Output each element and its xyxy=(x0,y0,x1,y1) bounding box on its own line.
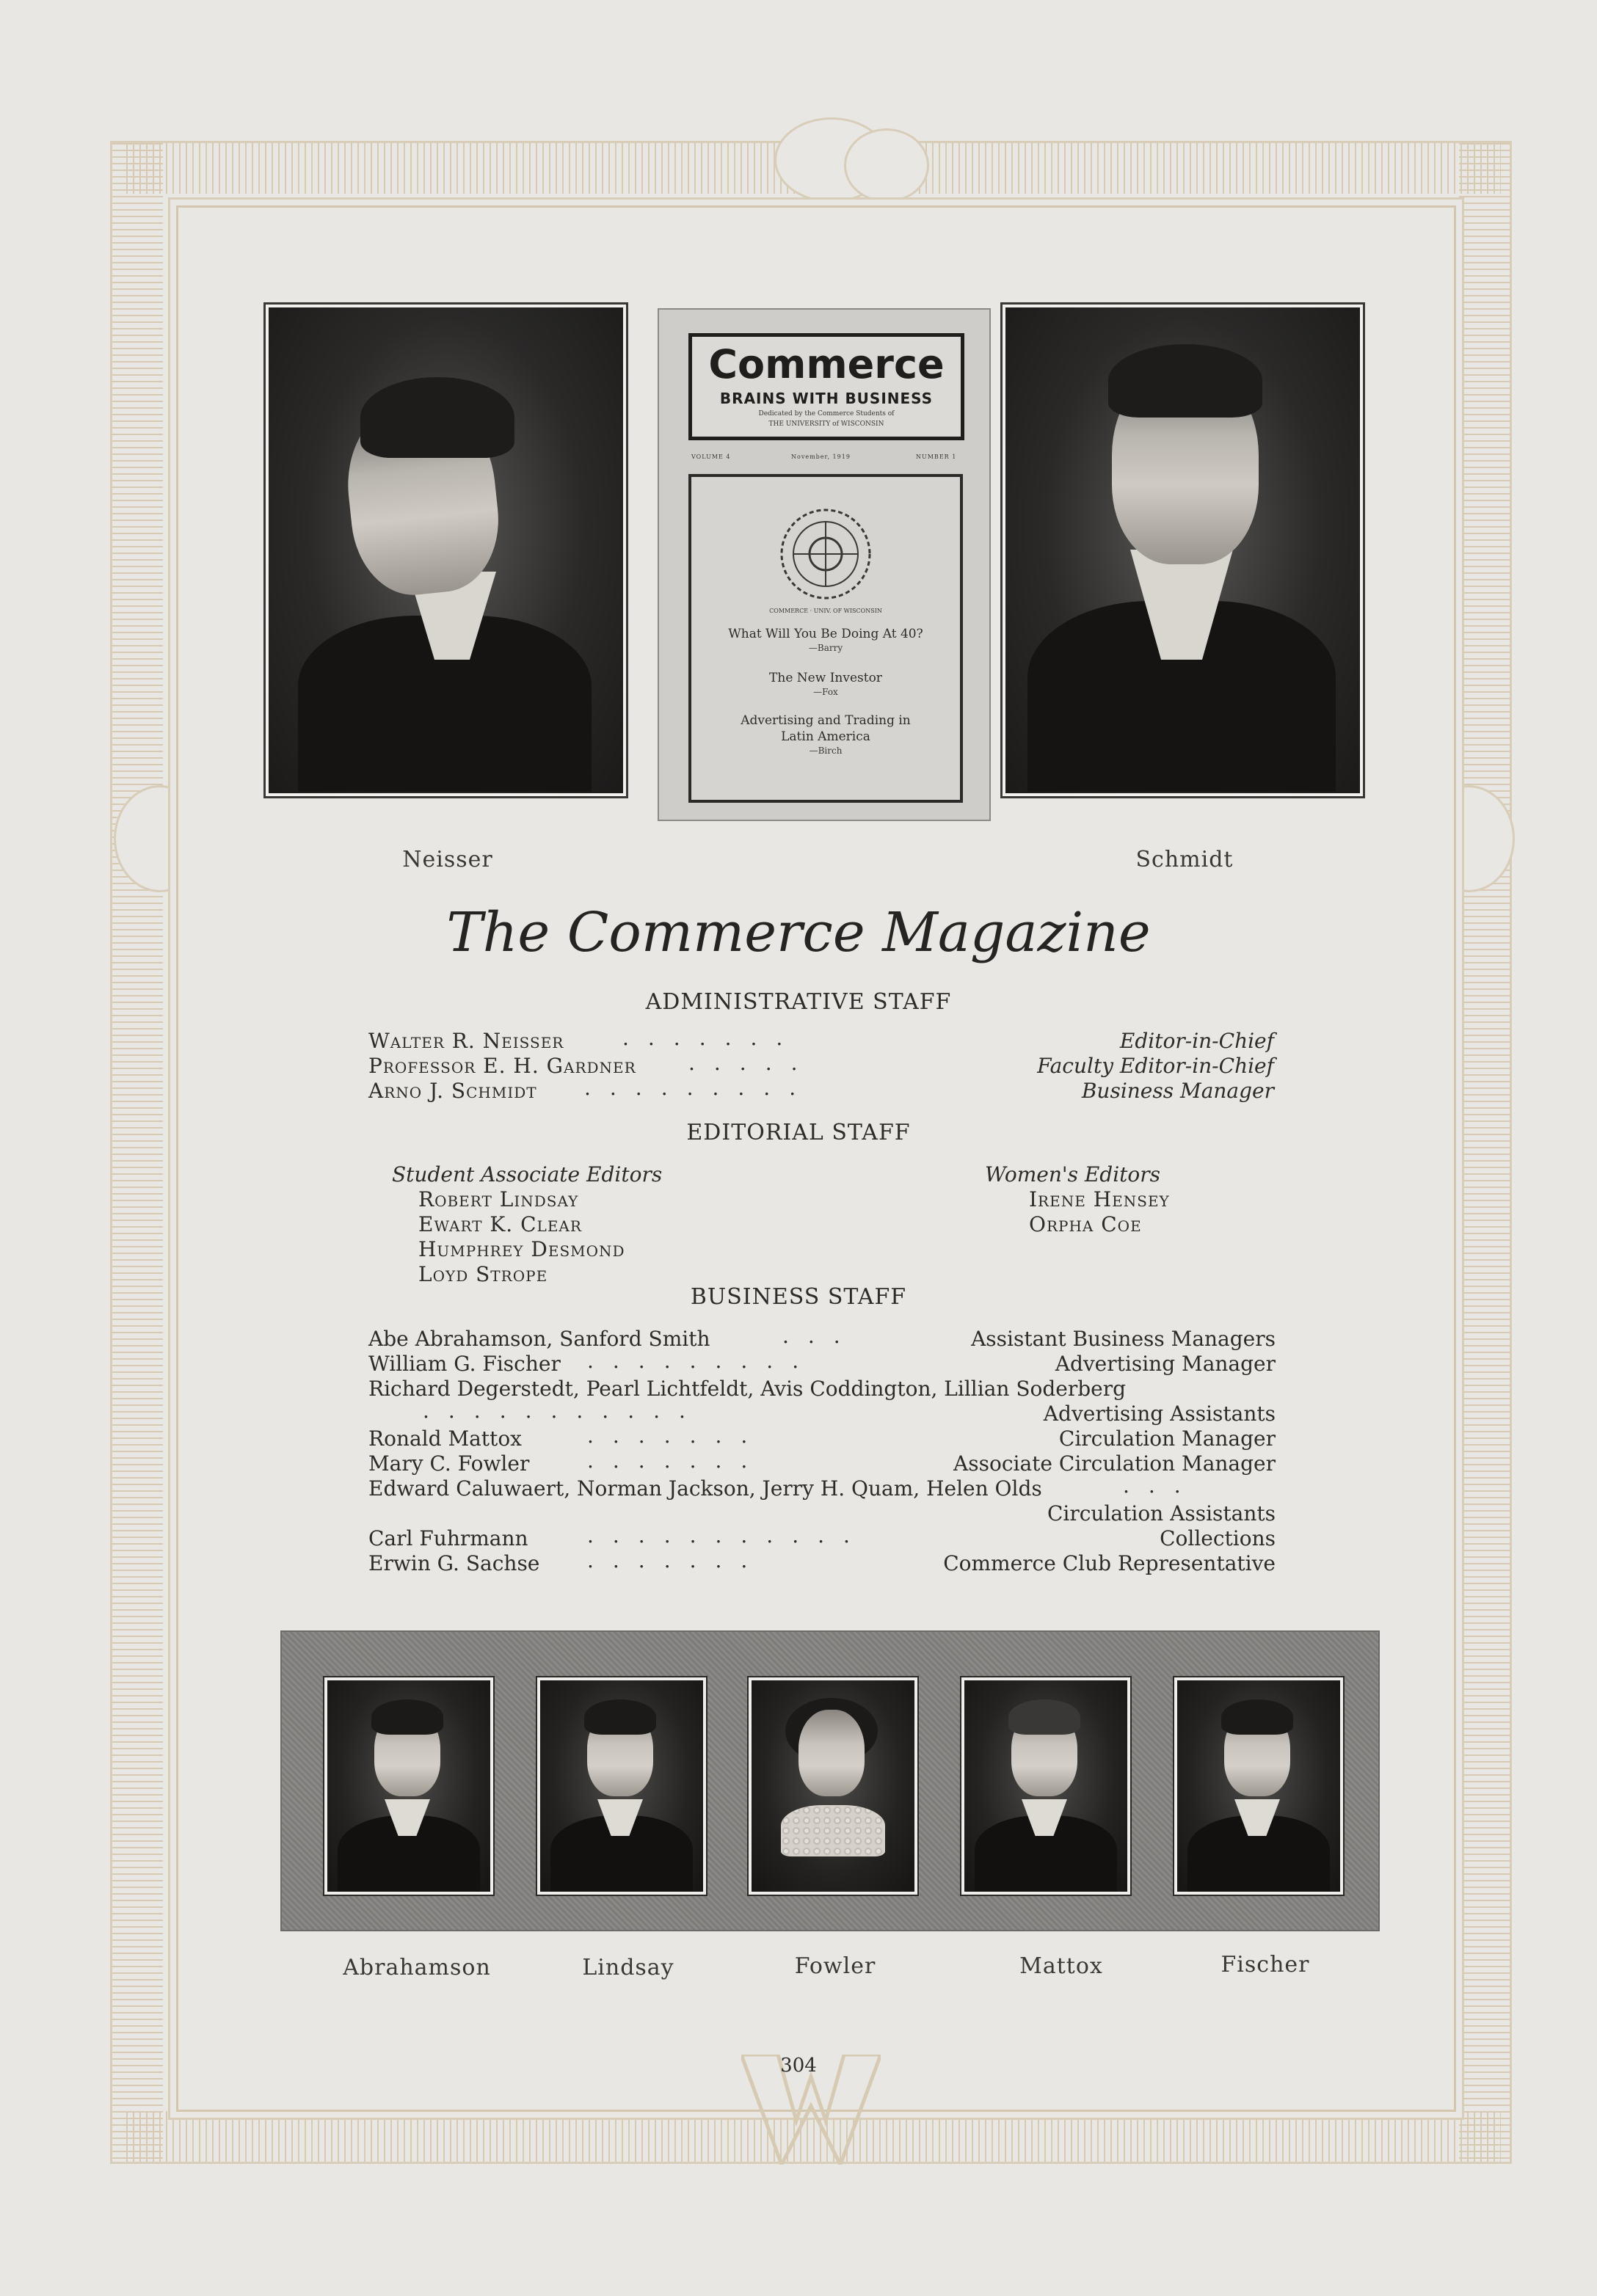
cover-author-1: —Barry xyxy=(808,643,843,653)
business-name-6: Edward Caluwaert, Norman Jackson, Jerry H. Quam, Helen Olds xyxy=(368,1476,1042,1501)
cover-contents xyxy=(688,474,963,803)
leader-dots: ....... xyxy=(622,1026,802,1050)
cover-date: November, 1919 xyxy=(791,453,851,460)
cover-author-2: —Fox xyxy=(813,687,838,697)
business-heading: BUSINESS STAFF xyxy=(690,1284,907,1310)
cover-article-2: The New Investor xyxy=(769,671,882,685)
business-role-4: Circulation Manager xyxy=(1058,1426,1276,1451)
page-title: The Commerce Magazine xyxy=(446,901,1151,964)
leader-dots: ..... xyxy=(688,1051,817,1075)
cover-article-1: What Will You Be Doing At 40? xyxy=(728,627,923,641)
womens-editor-1: Irene Hensey xyxy=(1029,1187,1170,1211)
leader-dots: ....... xyxy=(587,1448,767,1473)
business-name-4: Ronald Mattox xyxy=(368,1426,522,1451)
business-role-5: Associate Circulation Manager xyxy=(953,1451,1276,1476)
cover-dedication: Dedicated by the Commerce Students of xyxy=(758,410,895,418)
portrait-schmidt xyxy=(1003,305,1363,796)
caption-abrahamson: Abrahamson xyxy=(343,1955,491,1980)
portrait-mattox xyxy=(961,1677,1130,1895)
business-role-3: Advertising Assistants xyxy=(1043,1402,1276,1426)
admin-role-1: Editor-in-Chief xyxy=(1119,1029,1274,1053)
admin-name-3: Arno J. Schmidt xyxy=(368,1079,537,1103)
leader-dots: ... xyxy=(782,1324,859,1348)
cover-article-3b: Latin America xyxy=(781,729,870,744)
cover-subtitle: BRAINS WITH BUSINESS xyxy=(719,390,934,407)
business-name-3: Richard Degerstedt, Pearl Lichtfeldt, Avis Coddington, Lillian Soderberg xyxy=(368,1377,1127,1401)
student-editors-heading: Student Associate Editors xyxy=(392,1162,663,1187)
page-number: 304 xyxy=(780,2055,817,2077)
business-role-8: Commerce Club Representative xyxy=(943,1551,1276,1575)
portrait-fischer xyxy=(1174,1677,1343,1895)
magazine-cover xyxy=(658,308,991,821)
business-name-5: Mary C. Fowler xyxy=(368,1451,530,1476)
leader-dots: ......... xyxy=(587,1349,818,1373)
business-role-7: Collections xyxy=(1160,1526,1276,1550)
caption-mattox: Mattox xyxy=(1019,1953,1103,1979)
editorial-heading: EDITORIAL STAFF xyxy=(686,1120,911,1145)
cover-article-3: Advertising and Trading in xyxy=(741,713,911,728)
leader-dots: ........... xyxy=(423,1399,705,1423)
business-role-6: Circulation Assistants xyxy=(1047,1501,1276,1526)
cover-title-box xyxy=(688,333,964,440)
leader-dots: ......... xyxy=(584,1076,815,1100)
student-editor-3: Humphrey Desmond xyxy=(418,1237,625,1261)
business-name-8: Erwin G. Sachse xyxy=(368,1551,540,1575)
admin-role-2: Faculty Editor-in-Chief xyxy=(1037,1054,1274,1078)
admin-name-1: Walter R. Neisser xyxy=(368,1029,564,1053)
business-name-7: Carl Fuhrmann xyxy=(368,1526,528,1550)
caption-neisser: Neisser xyxy=(402,847,493,872)
seal-icon xyxy=(778,506,873,602)
business-role-1: Assistant Business Managers xyxy=(971,1327,1276,1351)
cover-title: Commerce xyxy=(708,341,945,387)
portrait-fowler xyxy=(749,1677,917,1895)
cover-author-3: —Birch xyxy=(809,746,843,756)
caption-fischer: Fischer xyxy=(1221,1952,1310,1978)
business-name-2: William G. Fischer xyxy=(368,1352,561,1376)
portrait-neisser xyxy=(266,305,626,796)
cover-university: THE UNIVERSITY of WISCONSIN xyxy=(768,420,884,428)
cloud-ornament-top xyxy=(844,128,929,203)
administrative-heading: ADMINISTRATIVE STAFF xyxy=(645,989,952,1015)
student-editor-1: Robert Lindsay xyxy=(418,1187,579,1211)
leader-dots: ....... xyxy=(587,1548,767,1572)
admin-role-3: Business Manager xyxy=(1081,1079,1274,1103)
leader-dots: ........... xyxy=(587,1523,869,1548)
portrait-lindsay xyxy=(537,1677,706,1895)
seal-text: COMMERCE · UNIV. OF WISCONSIN xyxy=(769,608,882,614)
caption-lindsay: Lindsay xyxy=(582,1955,674,1980)
student-editor-4: Loyd Strope xyxy=(418,1262,548,1286)
admin-name-2: Professor E. H. Gardner xyxy=(368,1054,636,1078)
caption-schmidt: Schmidt xyxy=(1135,847,1234,872)
caption-fowler: Fowler xyxy=(794,1953,876,1979)
leader-dots: ....... xyxy=(587,1424,767,1448)
cover-volume: VOLUME 4 xyxy=(691,453,731,460)
business-role-2: Advertising Manager xyxy=(1055,1352,1276,1376)
leader-dots: ... xyxy=(1123,1473,1200,1498)
business-name-1: Abe Abrahamson, Sanford Smith xyxy=(368,1327,710,1351)
cover-number: NUMBER 1 xyxy=(916,453,957,460)
womens-editors-heading: Women's Editors xyxy=(985,1162,1161,1187)
student-editor-2: Ewart K. Clear xyxy=(418,1212,582,1236)
womens-editor-2: Orpha Coe xyxy=(1029,1212,1142,1236)
portrait-abrahamson xyxy=(324,1677,493,1895)
